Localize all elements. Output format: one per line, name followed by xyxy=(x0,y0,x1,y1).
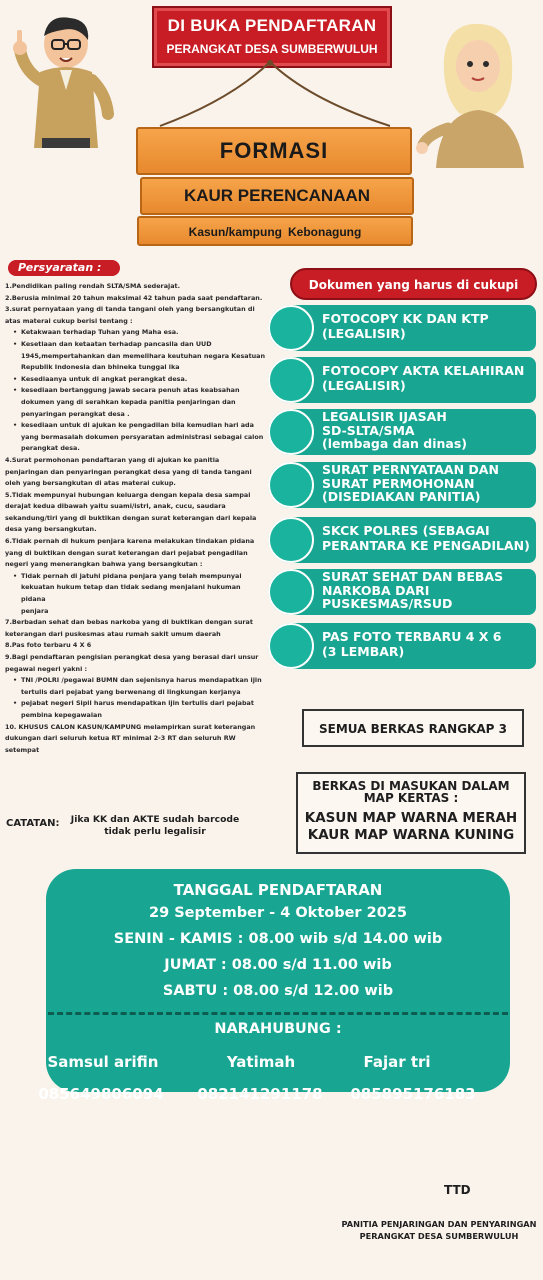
document-label: SURAT PERNYATAAN DAN SURAT PERMOHONAN (DISEDIAKAN PANITIA) xyxy=(322,462,499,504)
requirement-line: dokumen yang di serahkan kepada panitia penjaringan dan xyxy=(21,397,236,406)
requirement-line: dukungan dari seluruh ketua RT minimal 2-3 RT dan seluruh RW xyxy=(5,734,236,743)
requirement-line: desa yang bersangkutan. xyxy=(5,525,97,534)
position-board: KAUR PERENCANAAN xyxy=(140,177,414,215)
bullet-circle-icon xyxy=(268,357,314,403)
requirement-line: pembina kepegawaian xyxy=(21,710,102,719)
requirement-line: penyaringan perangkat desa . xyxy=(21,409,130,418)
teacher-character-illustration xyxy=(4,10,126,160)
requirement-line: • Kesediaanya untuk di angkat perangkat desa. xyxy=(5,374,267,386)
document-label: PAS FOTO TERBARU 4 X 6 (3 LEMBAR) xyxy=(322,629,502,659)
document-label: SKCK POLRES (SEBAGAI PERANTARA KE PENGADILAN) xyxy=(322,523,530,553)
divider xyxy=(48,1012,508,1015)
requirement-line: negeri yang menerangkan bahwa yang bersangkutan : xyxy=(5,560,203,569)
requirement-line: 1.Pendidikan paling rendah SLTA/SMA sederajat. xyxy=(5,282,181,290)
document-item xyxy=(268,409,536,455)
schedule-row-fri: JUMAT : 08.00 s/d 11.00 wib xyxy=(164,957,392,973)
contact-name: Samsul arifin xyxy=(47,1053,159,1071)
requirement-line: perangkat desa. xyxy=(21,444,80,453)
bullet-circle-icon xyxy=(268,409,314,455)
document-item xyxy=(268,357,536,403)
document-item xyxy=(268,517,536,563)
document-label: FOTOCOPY AKTA KELAHIRAN (LEGALISIR) xyxy=(322,363,525,393)
contact-name: Fajar tri xyxy=(363,1053,431,1071)
requirement-line: 5.Tidak mempunyai hubungan keluarga dengan kepala desa sampai xyxy=(5,490,251,499)
document-item xyxy=(268,623,536,669)
requirements-list xyxy=(5,281,267,756)
bullet-circle-icon xyxy=(268,623,314,669)
contact-phone: 085895176183 xyxy=(350,1085,476,1103)
contact-title: NARAHUBUNG : xyxy=(214,1021,342,1037)
berkas-box xyxy=(296,772,526,854)
berkas-title: BERKAS DI MASUKAN DALAM MAP KERTAS : xyxy=(312,779,510,805)
catatan-text: Jika KK dan AKTE sudah barcode tidak perlu legalisir xyxy=(70,814,240,837)
requirement-line: pegawai negeri yakni : xyxy=(5,664,88,673)
requirement-line: penjaringan dan penyaringan perangkat desa yang di tanda tangani xyxy=(5,467,252,476)
hijab-woman-character-illustration xyxy=(414,18,539,168)
requirement-line: 2.Berusia minimal 20 tahun maksimal 42 tahun pada saat pendaftaran. xyxy=(5,293,263,302)
requirement-line: 1945,mempertahankan dan memelihara keutuhan negara Kesatuan xyxy=(21,351,266,360)
contact-phone: 085649806094 xyxy=(38,1085,164,1103)
ttd-label: TTD xyxy=(444,1183,471,1197)
documents-title: Dokumen yang harus di cukupi xyxy=(290,268,537,300)
requirement-line: tertulis dari pejabat yang berwenang di lingkungan kerjanya xyxy=(21,687,241,696)
document-item xyxy=(268,569,536,615)
requirement-line: derajat kedua dibawah yaitu suami/istri, anak, cucu, saudara xyxy=(5,502,226,511)
requirement-line: • TNI /POLRI /pegawai BUMN dan sejenisnya harus mendapatkan ijin xyxy=(5,675,267,687)
requirement-line: oleh yang bersangkutan di atas materai cukup. xyxy=(5,479,176,488)
location-board xyxy=(137,216,413,246)
bullet-circle-icon xyxy=(268,305,314,351)
bullet-circle-icon xyxy=(268,569,314,615)
schedule-dates: 29 September - 4 Oktober 2025 xyxy=(148,905,407,921)
bullet-circle-icon xyxy=(268,462,314,508)
requirement-line: 8.Pas foto terbaru 4 X 6 xyxy=(5,641,92,650)
hanging-rope xyxy=(140,60,410,132)
committee-signature: PANITIA PENJARINGAN DAN PENYARINGAN PERANGKAT DESA SUMBERWULUH xyxy=(341,1219,537,1241)
schedule-row-mon-thu: SENIN - KAMIS : 08.00 wib s/d 14.00 wib xyxy=(113,931,443,947)
bullet-circle-icon xyxy=(268,517,314,563)
requirement-line: • Kesetiaan dan ketaatan terhadap pancasila dan UUD xyxy=(5,339,267,351)
requirement-line: • kesediaan untuk di ajukan ke pengadilan bila kemudian hari ada xyxy=(5,420,267,432)
document-label: LEGALISIR IJASAH SD-SLTA/SMA (lembaga dan dinas) xyxy=(322,409,467,451)
header-banner xyxy=(152,6,392,68)
semua-berkas-box: SEMUA BERKAS RANGKAP 3 xyxy=(302,709,524,747)
location-main: Kasun/kampung xyxy=(188,225,283,239)
requirement-line: yang bermasalah dokumen persyaratan administrasi sebagai calon xyxy=(21,432,264,441)
requirement-line: setempat xyxy=(5,745,40,754)
contact-name: Yatimah xyxy=(226,1053,296,1071)
requirements-title: Persyaratan : xyxy=(8,260,120,276)
requirement-line: sekandung/tiri yang di buktikan dengan surat keterangan dari kepala xyxy=(5,513,257,522)
schedule-title: TANGGAL PENDAFTARAN xyxy=(173,881,383,899)
requirement-line: • Ketakwaan terhadap Tuhan yang Maha esa. xyxy=(5,327,267,339)
banner-title: DI BUKA PENDAFTARAN xyxy=(167,16,377,35)
document-label: FOTOCOPY KK DAN KTP (LEGALISIR) xyxy=(322,311,489,341)
berkas-line-2: KAUR MAP WARNA KUNING xyxy=(307,827,515,843)
requirement-line: 3.surat pernyataan yang di tanda tangani oleh yang bersangkutan di xyxy=(5,305,255,314)
schedule-row-sat: SABTU : 08.00 s/d 12.00 wib xyxy=(162,983,394,999)
requirement-line: kekuatan hukum tetap dan tidak sedang menjalani hukuman pidana xyxy=(21,583,241,604)
location-sub: Kebonagung xyxy=(288,225,362,239)
requirement-line: penjara xyxy=(21,606,49,615)
requirement-line: • Tidak pernah di jatuhi pidana penjara yang telah mempunyai xyxy=(5,571,267,583)
document-label: SURAT SEHAT DAN BEBAS NARKOBA DARI PUSKESMAS/RSUD xyxy=(322,569,504,611)
requirement-line: • kesediaan bertanggung jawab secara penuh atas keabsahan xyxy=(5,385,267,397)
requirement-line: 4.Surat permohonan pendaftaran yang di ajukan ke panitia xyxy=(5,455,220,464)
requirement-line: 10. KHUSUS CALON KASUN/KAMPUNG melampirkan surat keterangan xyxy=(5,722,256,731)
requirement-line: keterangan dari puskesmas atau rumah sakit umum daerah xyxy=(5,629,221,638)
requirement-line: 6.Tidak pernah di hukum penjara karena melakukan tindakan pidana xyxy=(5,537,255,546)
requirement-line: yang di buktikan dengan surat keterangan dari pejabat pengadilan xyxy=(5,548,248,557)
catatan-label: CATATAN: xyxy=(6,818,60,829)
document-item xyxy=(268,462,536,508)
requirement-line: 7.Berbadan sehat dan bebas narkoba yang di buktikan dengan surat xyxy=(5,618,253,627)
berkas-line-1: KASUN MAP WARNA MERAH xyxy=(304,810,518,826)
requirement-line: • pejabat negeri Sipil harus mendapatkan ijin tertulis dari pejabat xyxy=(5,698,267,710)
banner-subtitle: PERANGKAT DESA SUMBERWULUH xyxy=(166,42,378,56)
schedule-panel xyxy=(38,869,510,1103)
document-item xyxy=(268,305,536,351)
requirement-line: atas materai cukup berisi tentang : xyxy=(5,316,133,325)
requirement-line: 9.Bagi pendaftaran pengisian perangkat desa yang berasal dari unsur xyxy=(5,653,259,661)
requirement-line: Republik Indonesia dan bhineka tunggal ika xyxy=(21,363,180,372)
formasi-board: FORMASI xyxy=(136,127,412,175)
contact-phone: 082141291178 xyxy=(197,1085,323,1103)
